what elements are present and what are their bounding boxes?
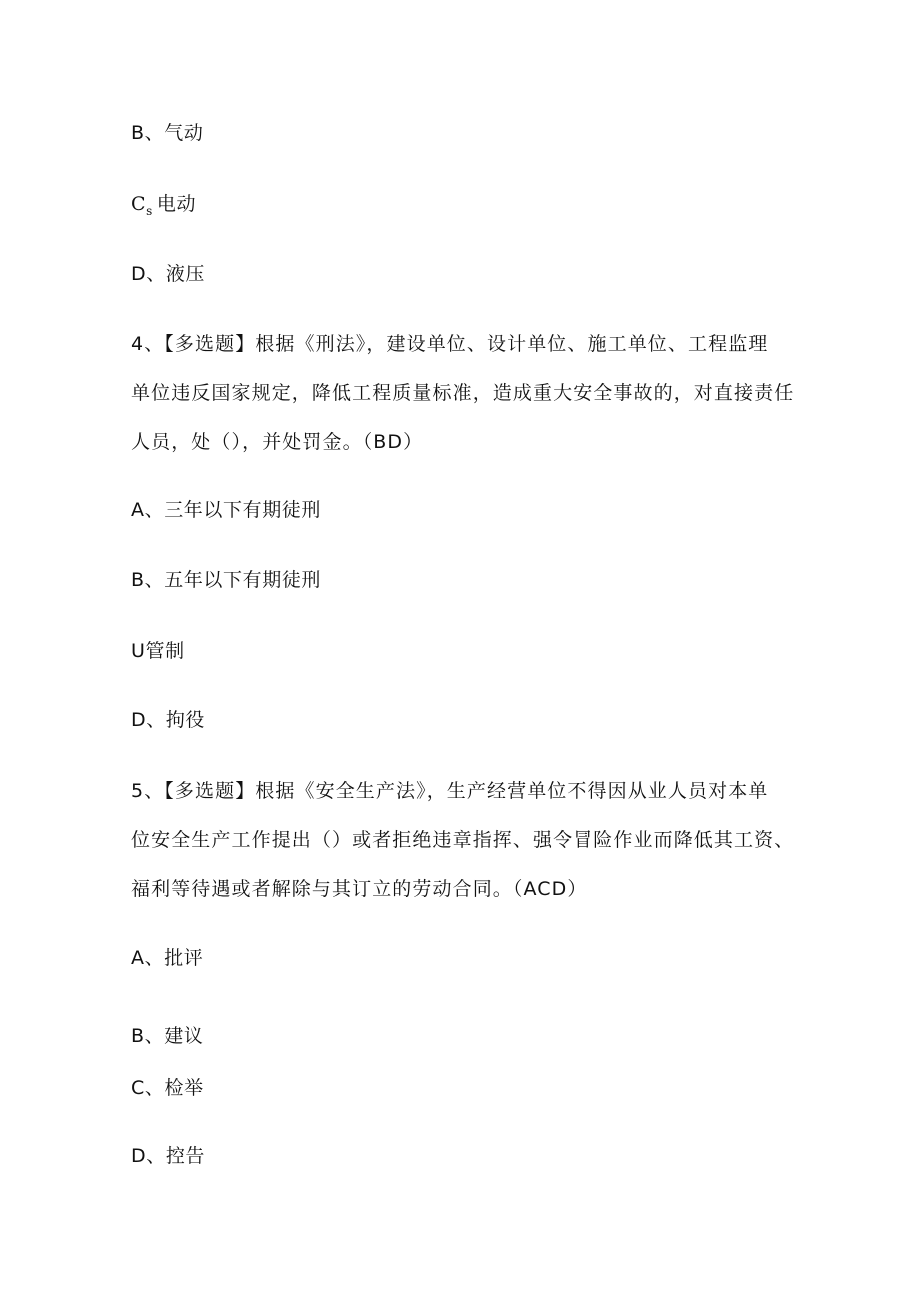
- q4-stem-line-2: 单位违反国家规定，降低工程质量标准，造成重大安全事故的，对直接责任: [131, 382, 795, 404]
- q3-option-c-subscript: s: [146, 204, 153, 218]
- q3-option-c-text: 电动: [156, 193, 197, 215]
- q4-option-a: A、三年以下有期徒刑: [131, 499, 321, 521]
- q4-option-d: D、拘役: [131, 709, 206, 731]
- q4-option-b: B、五年以下有期徒刑: [131, 569, 322, 591]
- q3-option-d: D、液压: [131, 263, 206, 285]
- q3-option-b: B、气动: [131, 122, 204, 144]
- q3-option-c: [131, 192, 196, 218]
- q5-stem-line-3: 福利等待遇或者解除与其订立的劳动合同。（ACD）: [131, 878, 588, 900]
- q4-stem-line-1: 4、【多选题】根据《刑法》，建设单位、设计单位、施工单位、工程监理: [131, 333, 769, 355]
- q5-option-d: D、控告: [131, 1145, 206, 1167]
- q5-option-b: B、建议: [131, 1025, 204, 1047]
- q4-stem-line-3: 人员，处（），并处罚金。（BD）: [131, 431, 424, 453]
- q3-option-c-letter: C: [131, 193, 147, 215]
- q5-option-c: C、检举: [131, 1077, 204, 1099]
- q4-option-c: U管制: [131, 640, 185, 662]
- q5-stem-line-2: 位安全生产工作提出（）或者拒绝违章指挥、强令冒险作业而降低其工资、: [131, 829, 795, 851]
- q5-option-a: A、批评: [131, 947, 204, 969]
- q5-stem-line-1: 5、【多选题】根据《安全生产法》，生产经营单位不得因从业人员对本单: [131, 780, 769, 802]
